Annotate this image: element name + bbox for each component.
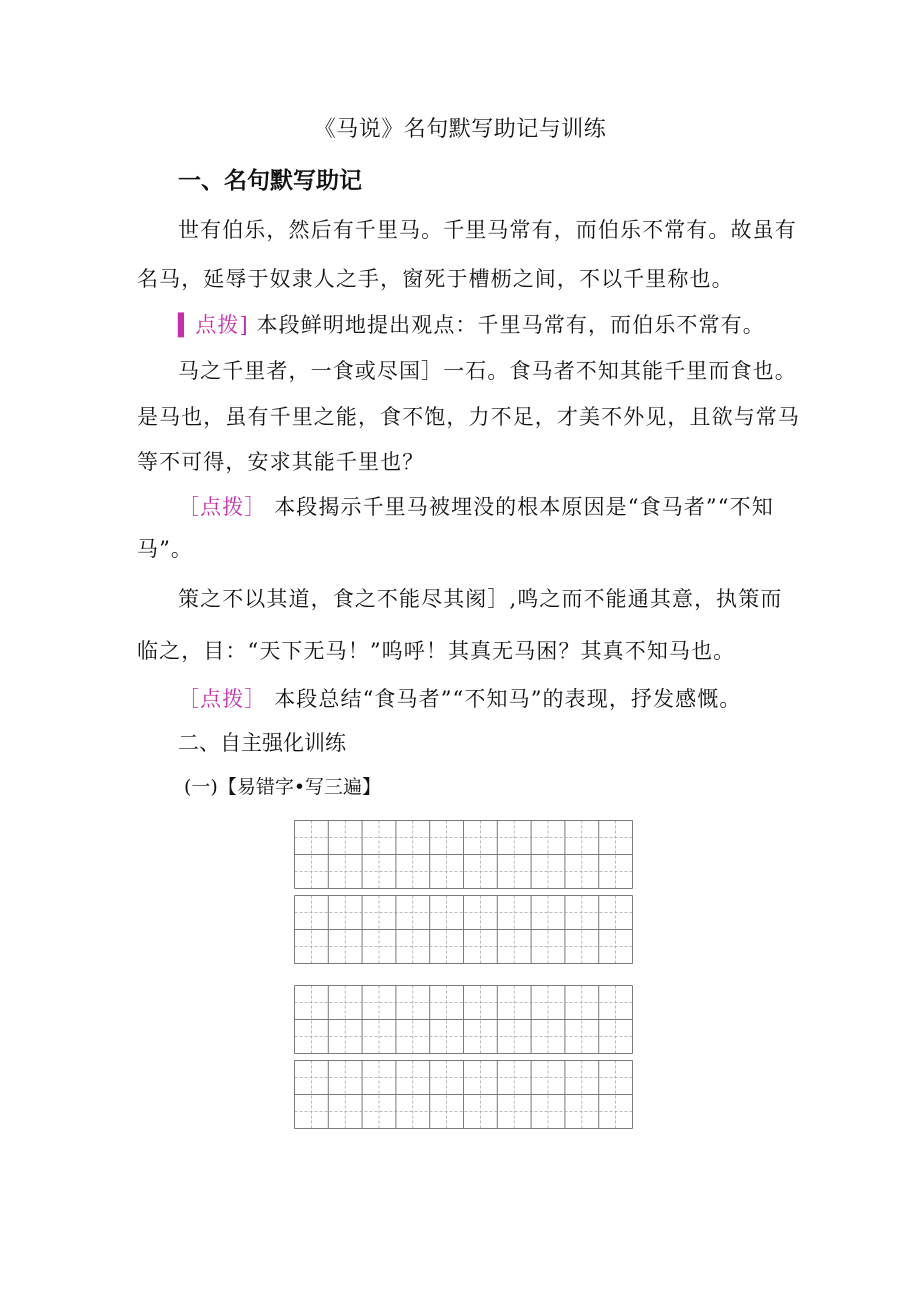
note-text: 本段总结“食马者”“不知马”的表现，抒发感慨。 — [274, 687, 742, 711]
subsection-heading: (一)【易错字•写三遍】 — [184, 776, 382, 798]
note-tag: ▍点拨] — [178, 313, 249, 337]
note-tag: ［点拨］ — [178, 495, 267, 519]
page-title: 《马说》名句默写助记与训练 — [313, 117, 607, 142]
note-line: 马”。 — [137, 537, 194, 561]
writing-grid[interactable] — [294, 1060, 632, 1129]
grid-svg — [294, 985, 633, 1054]
section-heading-1: 一、名句默写助记 — [178, 168, 362, 194]
section-heading-2: 二、自主强化训练 — [178, 731, 346, 755]
note-line — [178, 309, 765, 339]
grid-svg — [294, 895, 633, 964]
paragraph-line: 世有伯乐，然后有千里马。千里马常有，而伯乐不常有。故虽有 — [178, 218, 797, 242]
note-text: 本段鲜明地提出观点：千里马常有，而伯乐不常有。 — [256, 313, 765, 337]
note-text: 本段揭示千里马被埋没的根本原因是“食马者”“不知 — [274, 495, 774, 519]
paragraph-line: 名马，延辱于奴隶人之手，窗死于槽枥之间，不以千里称也。 — [137, 267, 734, 291]
note-line — [178, 683, 741, 713]
paragraph-line: 临之，目：“天下无马！”呜呼！其真无马困？其真不知马也。 — [137, 639, 736, 663]
writing-grid[interactable] — [294, 985, 632, 1054]
note-tag: ［点拨］ — [178, 687, 267, 711]
paragraph-line: 策之不以其道，食之不能尽其阂］,鸣之而不能通其意，执策而 — [178, 587, 783, 611]
paragraph-line: 等不可得，安求其能千里也？ — [137, 450, 425, 474]
grid-svg — [294, 1060, 633, 1129]
writing-grid[interactable] — [294, 895, 632, 964]
note-line — [178, 491, 774, 521]
paragraph-line: 马之千里者，一食或尽国］一石。食马者不知其能千里而食也。 — [178, 359, 797, 383]
grid-svg — [294, 820, 633, 889]
paragraph-line: 是马也，虽有千里之能，食不饱，力不足，才美不外见，且欲与常马 — [137, 405, 800, 429]
writing-grid[interactable] — [294, 820, 632, 889]
